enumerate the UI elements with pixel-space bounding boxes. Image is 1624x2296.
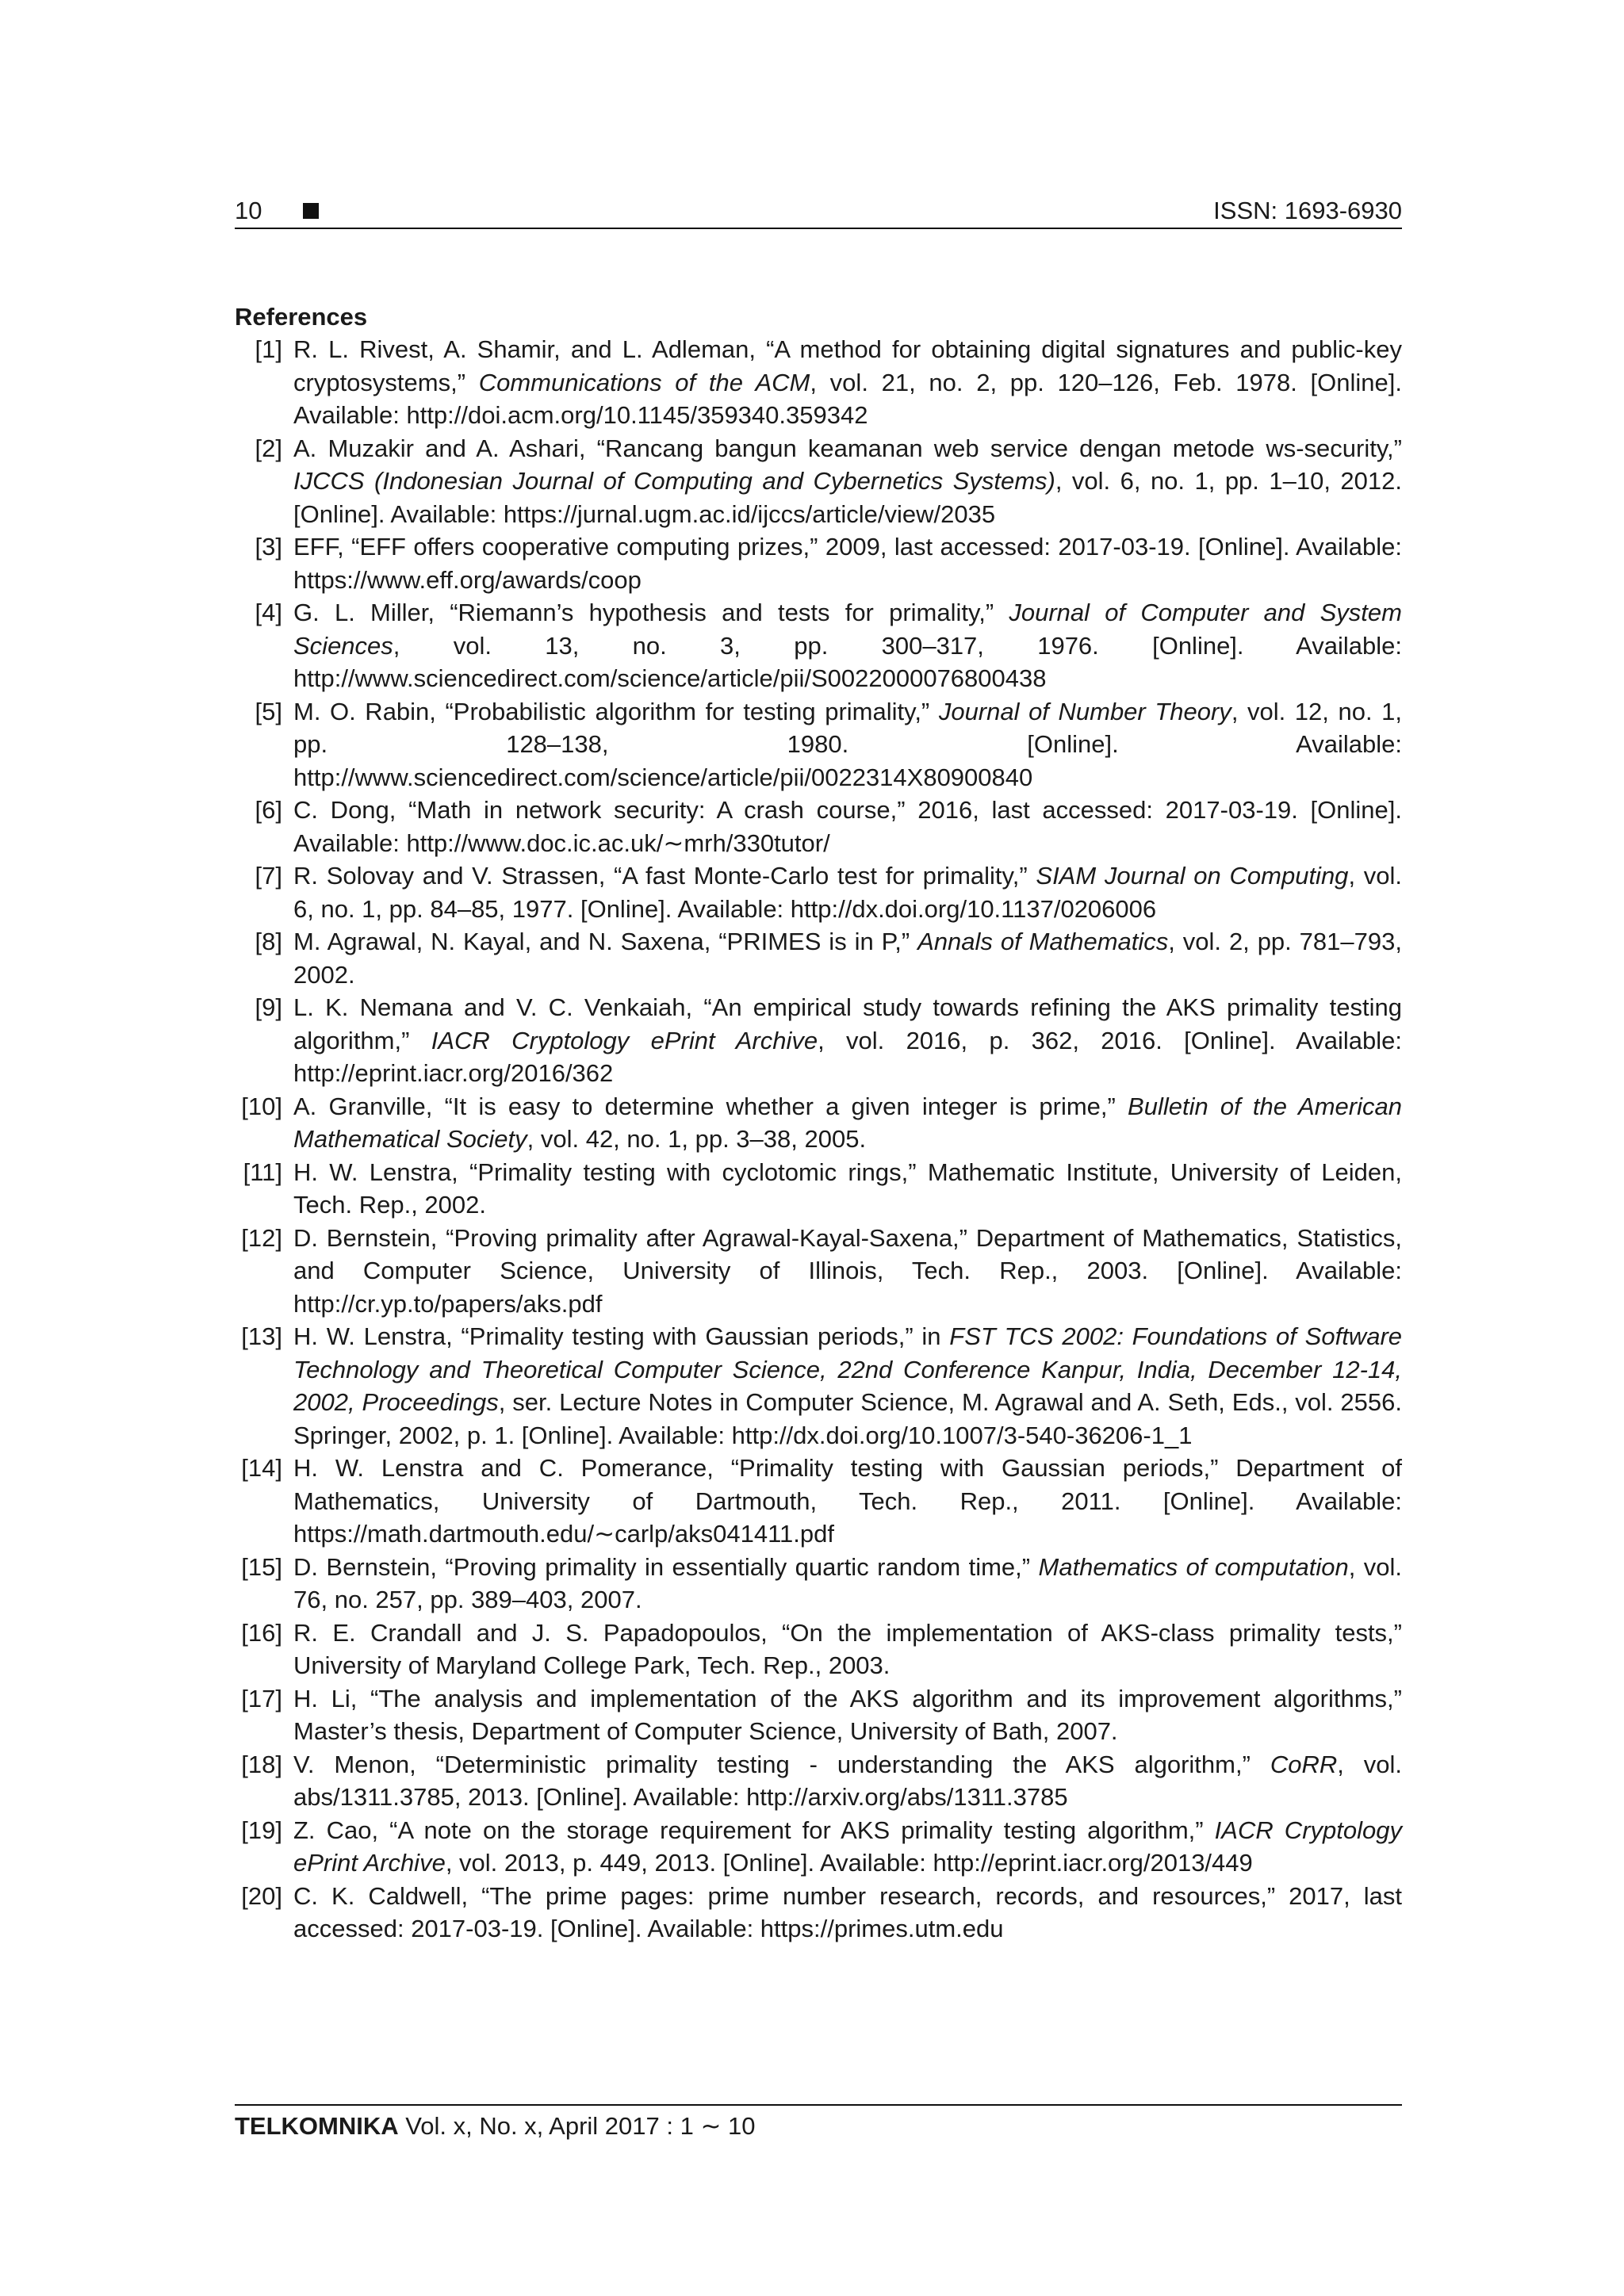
reference-number: [18]: [241, 1750, 282, 1778]
reference-venue: SIAM Journal on Computing: [1036, 862, 1349, 890]
reference-text-tail: , ser. Lecture Notes in Computer Science, M. Agrawal and A. Seth, Eds., vol. 2556. Springer, 2002, p. 1. [Online]. Available: http://dx.doi.org/10.1007/3-540-36206-1_1: [293, 1388, 1402, 1449]
footer-issue-details: Vol. x, No. x, April 2017 : 1 ∼ 10: [398, 2112, 756, 2140]
reference-text: C. K. Caldwell, “The prime pages: prime number research, records, and resources,” 2017, last accessed: 2017-03-19. [Online]. Available: https://primes.utm.edu: [293, 1881, 1402, 1942]
reference-text: A. Muzakir and A. Ashari, “Rancang bangun keamanan web service dengan metode ws-security,”: [293, 434, 1402, 462]
reference-text: H. W. Lenstra, “Primality testing with cyclotomic rings,” Mathematic Institute, University of Leiden, Tech. Rep., 2002.: [293, 1158, 1402, 1219]
reference-text: C. Dong, “Math in network security: A crash course,” 2016, last accessed: 2017-03-19. [Online]. Available: http://www.doc.ic.ac.uk/∼mrh/330tutor/: [293, 796, 1402, 857]
reference-number: [3]: [255, 533, 282, 561]
reference-entry: [235, 1682, 1402, 1748]
reference-text-tail: , vol. 2016, p. 362, 2016. [Online]. Available: http://eprint.iacr.org/2016/362: [293, 1026, 1403, 1087]
reference-number: [19]: [241, 1816, 282, 1844]
reference-text: D. Bernstein, “Proving primality after Agrawal-Kayal-Saxena,” Department of Mathematics, Statistics, and Computer Science, University of Illinois, Tech. Rep., 2003. [Online]. Available: http://cr.yp.to/papers/aks.pdf: [293, 1223, 1402, 1318]
reference-number: [4]: [255, 599, 282, 626]
reference-entry: [235, 1748, 1402, 1814]
reference-entry: [235, 333, 1402, 432]
reference-number: [2]: [255, 434, 282, 462]
reference-text: D. Bernstein, “Proving primality in essentially quartic random time,”: [293, 1552, 1039, 1581]
reference-entry: [235, 695, 1402, 794]
reference-number: [14]: [241, 1454, 282, 1482]
reference-entry: [235, 1551, 1402, 1617]
reference-text-tail: , vol. 6, no. 1, pp. 84–85, 1977. [Online]. Available: http://dx.doi.org/10.1137/0206006: [293, 862, 1403, 923]
reference-venue: IACR Cryptology ePrint Archive: [431, 1026, 818, 1054]
page-footer: [235, 2110, 756, 2142]
reference-text: H. Li, “The analysis and implementation of the AKS algorithm and its improvement algorithms,” Master’s thesis, Department of Computer Science, University of Bath, 2007.: [293, 1684, 1402, 1745]
reference-entry: [235, 596, 1402, 695]
reference-number: [16]: [241, 1618, 282, 1647]
reference-venue: Mathematics of computation: [1038, 1552, 1349, 1581]
reference-entry: [235, 859, 1402, 925]
reference-number: [10]: [241, 1092, 282, 1120]
reference-entry: [235, 1222, 1402, 1321]
reference-list: [235, 333, 1402, 1946]
reference-number: [8]: [255, 928, 282, 955]
reference-text-tail: , vol. 2013, p. 449, 2013. [Online]. Available: http://eprint.iacr.org/2013/449: [445, 1849, 1253, 1877]
reference-text-tail: , vol. 2, pp. 781–793, 2002.: [293, 928, 1402, 989]
reference-text-tail: , vol. 13, no. 3, pp. 300–317, 1976. [Online]. Available: http://www.sciencedirect.com/science/article/pii/S0022000076800438: [293, 631, 1402, 692]
header-divider: [235, 228, 1402, 229]
reference-entry: [235, 530, 1402, 596]
reference-entry: [235, 1880, 1402, 1946]
reference-number: [1]: [255, 335, 282, 363]
reference-text-tail: , vol. 42, no. 1, pp. 3–38, 2005.: [527, 1125, 867, 1153]
reference-text: H. W. Lenstra, “Primality testing with Gaussian periods,” in: [293, 1322, 950, 1350]
reference-venue: Journal of Number Theory: [938, 697, 1231, 725]
reference-venue: IJCCS (Indonesian Journal of Computing and Cybernetics Systems): [293, 467, 1055, 495]
reference-text: R. Solovay and V. Strassen, “A fast Monte-Carlo test for primality,”: [293, 862, 1036, 890]
reference-entry: [235, 1320, 1402, 1452]
reference-entry: [235, 794, 1402, 859]
reference-text: G. L. Miller, “Riemann’s hypothesis and tests for primality,”: [293, 599, 1009, 626]
reference-entry: [235, 1156, 1402, 1222]
references-section: [235, 301, 1402, 1946]
page-number: 10: [235, 197, 262, 224]
reference-text: R. E. Crandall and J. S. Papadopoulos, “On the implementation of AKS-class primality tests,” University of Maryland College Park, Tech. Rep., 2003.: [293, 1618, 1402, 1679]
reference-text: L. K. Nemana and V. C. Venkaiah, “An empirical study towards refining the AKS primality testing algorithm,”: [293, 993, 1402, 1054]
reference-text: H. W. Lenstra and C. Pomerance, “Primality testing with Gaussian periods,” Department of Mathematics, University of Dartmouth, Tech. Rep., 2011. [Online]. Available: https://math.dartmouth.edu/∼carlp/aks041411.pdf: [293, 1454, 1402, 1548]
reference-entry: [235, 991, 1402, 1090]
reference-entry: [235, 432, 1402, 531]
reference-venue: IACR Cryptology ePrint Archive: [293, 1816, 1402, 1877]
reference-number: [13]: [241, 1322, 282, 1350]
references-heading: References: [235, 303, 368, 331]
reference-number: [6]: [255, 796, 282, 824]
reference-venue: Communications of the ACM: [478, 368, 810, 396]
reference-text-tail: , vol. 6, no. 1, pp. 1–10, 2012. [Online]. Available: https://jurnal.ugm.ac.id/ijccs/article/view/2035: [293, 467, 1402, 528]
reference-text-tail: , vol. abs/1311.3785, 2013. [Online]. Available: http://arxiv.org/abs/1311.3785: [293, 1750, 1402, 1811]
reference-text: R. L. Rivest, A. Shamir, and L. Adleman, “A method for obtaining digital signatures and public-key cryptosystems,”: [293, 335, 1402, 396]
reference-text: A. Granville, “It is easy to determine whether a given integer is prime,”: [293, 1092, 1128, 1120]
reference-number: [7]: [255, 862, 282, 890]
reference-text: M. O. Rabin, “Probabilistic algorithm for testing primality,”: [293, 697, 939, 725]
reference-venue: Bulletin of the American Mathematical Society: [293, 1092, 1402, 1153]
issn-label: ISSN: 1693-6930: [1213, 197, 1402, 224]
page-header: [235, 195, 1402, 227]
footer-divider: [235, 2104, 1402, 2106]
reference-text: EFF, “EFF offers cooperative computing prizes,” 2009, last accessed: 2017-03-19. [Online]. Available: https://www.eff.org/awards/coop: [293, 533, 1402, 594]
footer-journal-name: TELKOMNIKA: [235, 2112, 399, 2140]
reference-text: M. Agrawal, N. Kayal, and N. Saxena, “PRIMES is in P,”: [293, 928, 918, 955]
reference-venue: Journal of Computer and System Sciences: [293, 599, 1402, 660]
reference-number: [15]: [241, 1552, 282, 1581]
reference-entry: [235, 925, 1402, 991]
reference-venue: FST TCS 2002: Foundations of Software Technology and Theoretical Computer Science, 22nd Conference Kanpur, India, December 12-14, 2002, Proceedings: [293, 1322, 1403, 1416]
reference-entry: [235, 1617, 1402, 1682]
reference-venue: CoRR: [1270, 1750, 1338, 1778]
reference-entry: [235, 1814, 1402, 1880]
reference-text-tail: , vol. 21, no. 2, pp. 120–126, Feb. 1978. [Online]. Available: http://doi.acm.org/10.1145/359340.359342: [293, 368, 1402, 429]
reference-number: [12]: [241, 1223, 282, 1252]
reference-text-tail: , vol. 12, no. 1, pp. 128–138, 1980. [Online]. Available: http://www.sciencedirect.com/science/article/pii/0022314X80900840: [293, 697, 1402, 791]
reference-number: [5]: [255, 697, 282, 725]
reference-number: [11]: [243, 1158, 282, 1186]
reference-text: Z. Cao, “A note on the storage requirement for AKS primality testing algorithm,”: [293, 1816, 1215, 1844]
reference-number: [17]: [241, 1684, 282, 1712]
reference-number: [20]: [241, 1881, 282, 1910]
reference-text: V. Menon, “Deterministic primality testing - understanding the AKS algorithm,”: [293, 1750, 1270, 1778]
reference-number: [9]: [255, 993, 282, 1021]
reference-text-tail: , vol. 76, no. 257, pp. 389–403, 2007.: [293, 1552, 1402, 1613]
reference-entry: [235, 1452, 1402, 1551]
header-square-mark: [303, 203, 319, 219]
reference-entry: [235, 1090, 1402, 1156]
reference-venue: Annals of Mathematics: [917, 928, 1169, 955]
